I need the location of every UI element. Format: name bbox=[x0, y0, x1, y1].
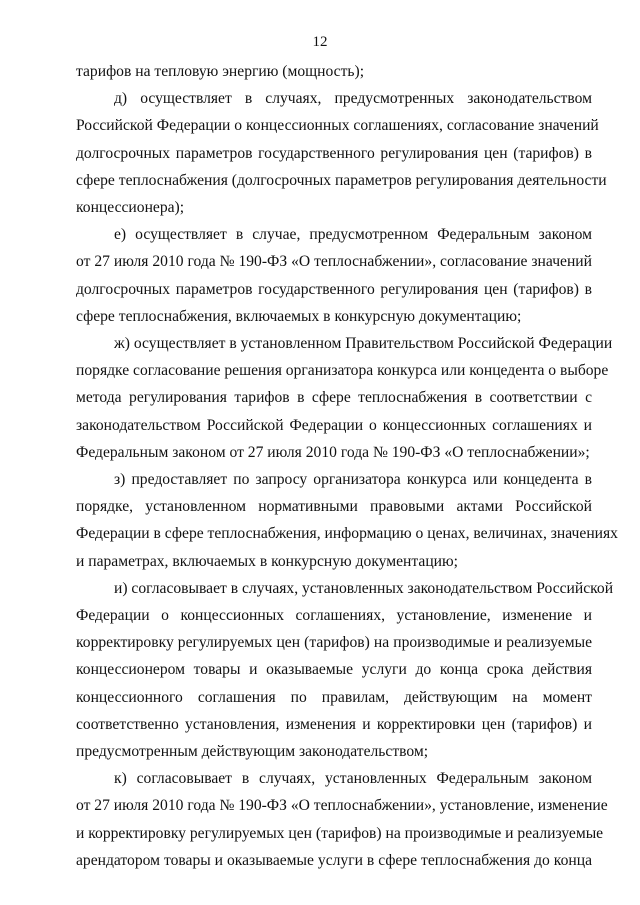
text-line: порядке, установленном нормативными правовыми актами Российской bbox=[76, 498, 592, 516]
text-line: предусмотренным действующим законодательством; bbox=[76, 743, 429, 761]
text-line: арендатором товары и оказываемые услуги в сфере теплоснабжения до конца bbox=[76, 851, 592, 869]
paragraph-z bbox=[76, 466, 618, 575]
text-line: корректировку регулируемых цен (тарифов) на производимые и реализуемые bbox=[76, 634, 592, 652]
text-line: долгосрочных параметров государственного регулирования цен (тарифов) в bbox=[76, 280, 592, 298]
paragraph-d bbox=[76, 85, 607, 221]
text-line: Федерации о концессионных соглашениях, установление, изменение и bbox=[76, 607, 592, 625]
text-line: метода регулирования тарифов в сфере теплоснабжения в соответствии с bbox=[76, 389, 592, 407]
text-line: Федеральным законом от 27 июля 2010 года № 190-ФЗ «О теплоснабжении»; bbox=[76, 443, 590, 461]
text-line: концессионного соглашения по правилам, действующим на момент bbox=[76, 688, 592, 706]
text-line: от 27 июля 2010 года № 190-ФЗ «О теплоснабжении», согласование значений bbox=[76, 253, 592, 271]
text-line: законодательством Российской Федерации о концессионных соглашениях и bbox=[76, 416, 592, 434]
paragraph-k bbox=[76, 765, 608, 874]
text-line: Федерации в сфере теплоснабжения, информацию о ценах, величинах, значениях bbox=[76, 525, 618, 543]
page-number: 12 bbox=[312, 34, 328, 50]
text-line: е) осуществляет в случае, предусмотренном Федеральным законом bbox=[114, 226, 592, 244]
text-line: концессионером товары и оказываемые услуги до конца срока действия bbox=[76, 661, 592, 679]
text-line: к) согласовывает в случаях, установленных Федеральным законом bbox=[114, 770, 592, 788]
text-line: з) предоставляет по запросу организатора конкурса или концедента в bbox=[114, 471, 592, 489]
text-line: и корректировку регулируемых цен (тарифов) на производимые и реализуемые bbox=[76, 824, 604, 842]
text-line: от 27 июля 2010 года № 190-ФЗ «О теплоснабжении», установление, изменение bbox=[76, 797, 608, 815]
paragraph-e bbox=[76, 221, 592, 330]
text-line: сфере теплоснабжения, включаемых в конкурсную документацию; bbox=[76, 307, 522, 325]
text-line: и) согласовывает в случаях, установленных законодательством Российской bbox=[114, 579, 614, 597]
text-line: концессионера); bbox=[76, 199, 185, 217]
document-body bbox=[76, 58, 618, 874]
text-line: сфере теплоснабжения (долгосрочных параметров регулирования деятельности bbox=[76, 171, 607, 189]
text-line: соответственно установления, изменения и корректировки цен (тарифов) и bbox=[76, 715, 592, 733]
text-line: Российской Федерации о концессионных соглашениях, согласование значений bbox=[76, 117, 599, 135]
text-line: порядке согласование решения организатора конкурса или концедента о выборе bbox=[76, 362, 609, 380]
text-line: ж) осуществляет в установленном Правительством Российской Федерации bbox=[114, 335, 613, 353]
paragraph-zh bbox=[76, 330, 613, 466]
text-line: и параметрах, включаемых в конкурсную документацию; bbox=[76, 552, 458, 570]
text-line: д) осуществляет в случаях, предусмотренных законодательством bbox=[114, 90, 592, 108]
paragraph-i bbox=[76, 575, 614, 765]
paragraph-continuation bbox=[76, 58, 592, 85]
text-line: долгосрочных параметров государственного регулирования цен (тарифов) в bbox=[76, 144, 592, 162]
text-line: тарифов на тепловую энергию (мощность); bbox=[76, 63, 365, 80]
